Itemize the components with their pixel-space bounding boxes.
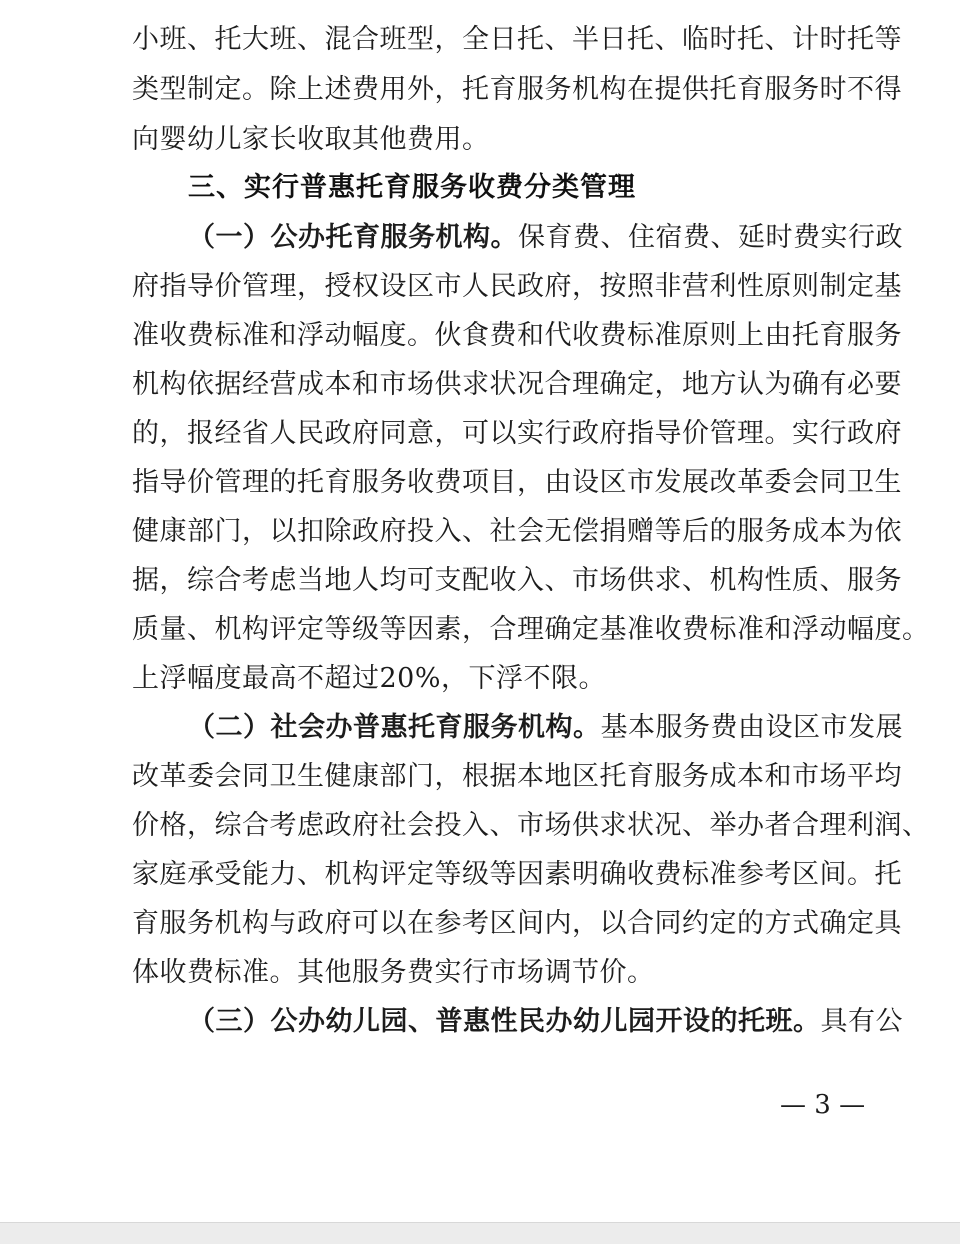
item-2-first-line (188, 708, 903, 748)
section-heading: 三、实行普惠托育服务收费分类管理 (188, 172, 636, 203)
paragraph-line: 府指导价管理，授权设区市人民政府，按照非营利性原则制定基 (132, 271, 902, 302)
paragraph-line: 育服务机构与政府可以在参考区间内，以合同约定的方式确定具 (132, 908, 902, 939)
paragraph-line: 据，综合考虑当地人均可支配收入、市场供求、机构性质、服务 (132, 565, 902, 596)
item-2-first-rest: 基本服务费由设区市发展 (600, 712, 903, 743)
paragraph-line: 体收费标准。其他服务费实行市场调节价。 (132, 957, 655, 988)
viewer-bottom-edge (0, 1222, 960, 1244)
paragraph-line: 健康部门，以扣除政府投入、社会无偿捐赠等后的服务成本为依 (132, 516, 902, 547)
item-1-first-rest: 保育费、住宿费、延时费实行政 (518, 222, 903, 253)
paragraph-line: 上浮幅度最高不超过20%，下浮不限。 (132, 663, 607, 694)
paragraph-line: 家庭承受能力、机构评定等级等因素明确收费标准参考区间。托 (132, 859, 902, 890)
item-2-lead: （二）社会办普惠托育服务机构。 (188, 712, 601, 743)
paragraph-line: 改革委会同卫生健康部门，根据本地区托育服务成本和市场平均 (132, 761, 902, 792)
item-1-first-line (188, 218, 903, 258)
paragraph-line: 指导价管理的托育服务收费项目，由设区市发展改革委会同卫生 (132, 467, 902, 498)
paragraph-line: 的，报经省人民政府同意，可以实行政府指导价管理。实行政府 (132, 418, 902, 449)
paragraph-line: 向婴幼儿家长收取其他费用。 (132, 124, 490, 155)
paragraph-line: 机构依据经营成本和市场供求状况合理确定，地方认为确有必要 (132, 369, 902, 400)
item-1-lead: （一）公办托育服务机构。 (188, 222, 518, 253)
item-3-first-rest: 具有公 (820, 1006, 903, 1037)
paragraph-line: 准收费标准和浮动幅度。伙食费和代收费标准原则上由托育服务 (132, 320, 902, 351)
page-number: — 3 — (780, 1090, 866, 1120)
paragraph-line: 质量、机构评定等级等因素，合理确定基准收费标准和浮动幅度。 (132, 614, 930, 645)
paragraph-line: 小班、托大班、混合班型，全日托、半日托、临时托、计时托等 (132, 24, 902, 55)
item-3-first-line (188, 1002, 903, 1042)
item-3-lead: （三）公办幼儿园、普惠性民办幼儿园开设的托班。 (188, 1006, 821, 1037)
paragraph-line: 价格，综合考虑政府社会投入、市场供求状况、举办者合理利润、 (132, 810, 930, 841)
paragraph-line: 类型制定。除上述费用外，托育服务机构在提供托育服务时不得 (132, 74, 902, 105)
